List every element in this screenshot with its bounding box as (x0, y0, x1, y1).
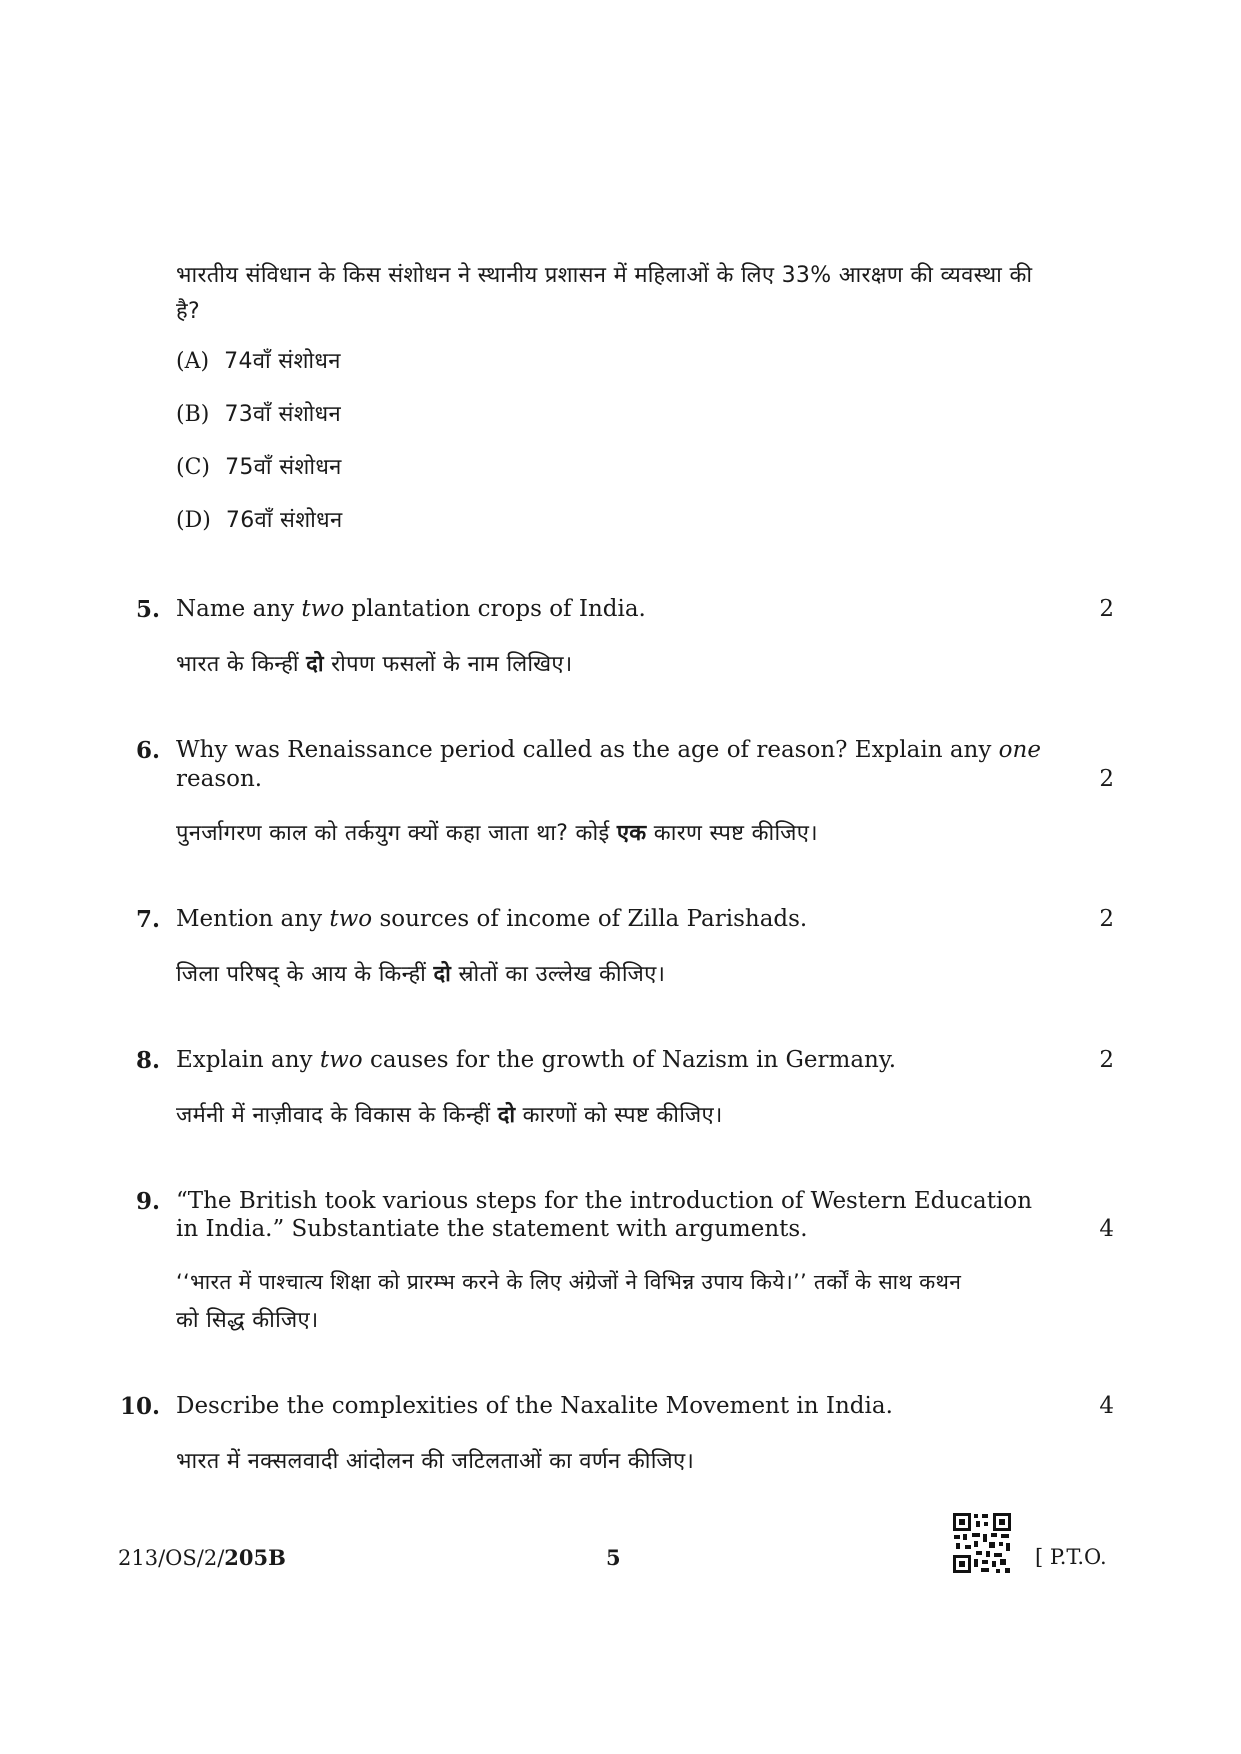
text-run: plantation crops of India. (344, 596, 646, 622)
text-run: जिला परिषद् के आय के किन्हीं (176, 962, 434, 987)
q4-option-d (176, 504, 343, 534)
paper-code-set: 205B (224, 1545, 286, 1570)
text-run: जर्मनी में नाज़ीवाद के विकास के किन्हीं (176, 1103, 498, 1128)
question-number: 5. (135, 596, 160, 623)
text-run: भारत के किन्हीं (176, 652, 307, 677)
option-text: 73वाँ संशोधन (224, 402, 342, 427)
q5-hindi (176, 648, 573, 678)
emphasis: two (329, 906, 373, 932)
text-run: sources of income of Zilla Parishads. (372, 906, 808, 932)
q8-english (176, 1047, 896, 1073)
text-run: स्रोतों का उल्लेख कीजिए। (451, 962, 666, 987)
option-text: 75वाँ संशोधन (225, 455, 342, 480)
text-run: Why was Renaissance period called as the age of reason? Explain any (176, 737, 999, 763)
question-number: 8. (135, 1047, 160, 1074)
q8-hindi (176, 1099, 723, 1129)
text-run: causes for the growth of Nazism in Germany. (362, 1047, 897, 1073)
text-run: Mention any (176, 906, 330, 932)
page-number: 5 (606, 1545, 621, 1570)
option-label: (C) (176, 455, 210, 480)
q7-english (176, 906, 807, 932)
marks: 4 (1099, 1393, 1114, 1419)
q4-option-c (176, 451, 342, 481)
q9-hindi-line2: को सिद्ध कीजिए। (176, 1308, 319, 1333)
qr-code-icon (952, 1512, 1012, 1574)
option-text: 76वाँ संशोधन (225, 508, 343, 533)
q5-english (176, 596, 646, 622)
option-label: (D) (176, 508, 211, 533)
question-number: 10. (119, 1393, 160, 1420)
q6-english-line1 (176, 737, 1041, 763)
marks: 4 (1099, 1216, 1114, 1242)
text-run: पुनर्जागरण काल को तर्कयुग क्यों कहा जाता था? कोई (176, 821, 617, 846)
question-number: 6. (135, 737, 160, 764)
q6-english-line2: reason. (176, 766, 263, 792)
text-run: Name any (176, 596, 302, 622)
emphasis: दो (433, 962, 452, 987)
q10-hindi: भारत में नक्सलवादी आंदोलन की जटिलताओं का वर्णन कीजिए। (176, 1449, 695, 1474)
question-number: 9. (135, 1188, 160, 1215)
text-run: कारण स्पष्ट कीजिए। (646, 821, 818, 846)
emphasis: one (998, 737, 1041, 763)
emphasis: दो (306, 652, 324, 677)
marks: 2 (1099, 906, 1114, 932)
q4-hindi-question: भारतीय संविधान के किस संशोधन ने स्थानीय प्रशासन में महिलाओं के लिए 33% आरक्षण की व्यवस्था की है? (176, 263, 1033, 324)
paper-code-prefix: 213/OS/2/ (118, 1546, 225, 1570)
q4-option-b (176, 398, 341, 428)
text-run: रोपण फसलों के नाम लिखिए। (323, 652, 573, 677)
q7-hindi (176, 958, 665, 988)
emphasis: two (301, 596, 345, 622)
emphasis: एक (616, 821, 647, 846)
emphasis: दो (497, 1103, 516, 1128)
q9-english-line1: “The British took various steps for the introduction of Western Education (176, 1188, 1033, 1214)
pto-label: [ P.T.O. (1035, 1545, 1107, 1569)
option-label: (A) (176, 349, 210, 374)
option-text: 74वाँ संशोधन (224, 349, 341, 374)
marks: 2 (1099, 596, 1114, 622)
q4-hindi-text (176, 258, 1056, 330)
marks: 2 (1099, 766, 1114, 792)
q10-english: Describe the complexities of the Naxalite Movement in India. (176, 1393, 893, 1419)
q6-hindi (176, 817, 818, 847)
q9-english-line2: in India.” Substantiate the statement with arguments. (176, 1216, 808, 1242)
option-label: (B) (176, 402, 210, 427)
paper-code (118, 1545, 286, 1570)
emphasis: two (319, 1047, 363, 1073)
q9-hindi-line1: ‘‘भारत में पाश्चात्य शिक्षा को प्रारम्भ करने के लिए अंग्रेजों ने विभिन्न उपाय किये।’’ तर्कों के साथ कथन (176, 1270, 962, 1294)
text-run: Explain any (176, 1047, 320, 1073)
q4-option-a (176, 345, 341, 375)
text-run: कारणों को स्पष्ट कीजिए। (515, 1103, 723, 1128)
question-number: 7. (135, 906, 160, 933)
marks: 2 (1099, 1047, 1114, 1073)
